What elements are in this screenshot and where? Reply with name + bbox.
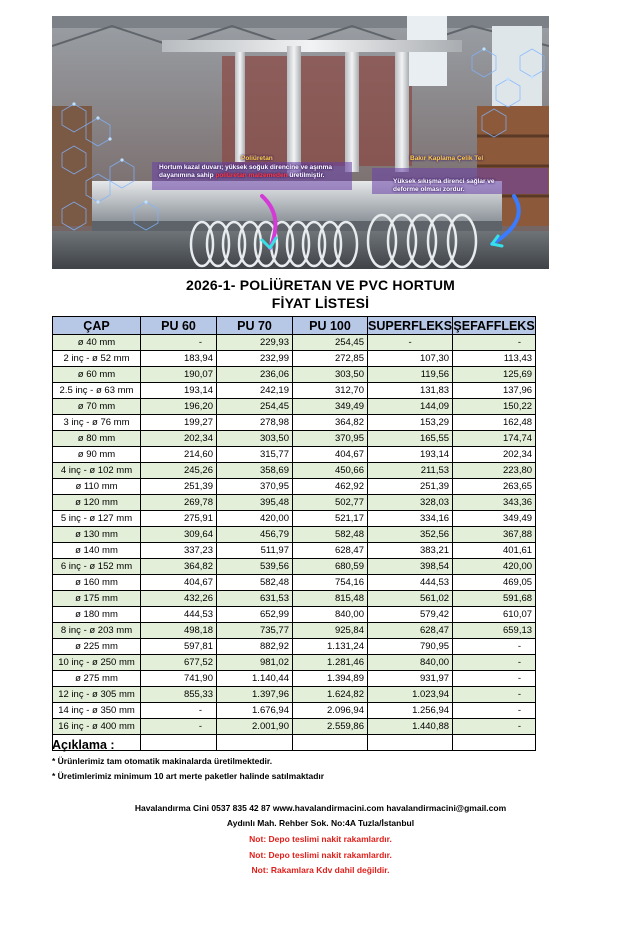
cell-seffaffleks: 469,05 [453, 575, 536, 591]
table-row [53, 383, 536, 399]
cell-pu100: 521,17 [293, 511, 368, 527]
cell-pu70: 254,45 [217, 399, 293, 415]
cell-cap: ø 140 mm [53, 543, 141, 559]
cell-cap: ø 80 mm [53, 431, 141, 447]
cell-pu70: 420,00 [217, 511, 293, 527]
table-row [53, 607, 536, 623]
cell-cap: 3 inç - ø 76 mm [53, 415, 141, 431]
cell-pu100: 404,67 [293, 447, 368, 463]
cell-seffaffleks: - [453, 335, 536, 351]
cell-pu100: 462,92 [293, 479, 368, 495]
header-pu100: PU 100 [293, 317, 368, 335]
cell-pu70: 358,69 [217, 463, 293, 479]
banner-label-steel-wire-text: Yüksek sıkışma direnci sağlar ve deforme olması zordur. [393, 178, 495, 193]
price-table [52, 316, 536, 751]
cell-pu60: 597,81 [141, 639, 217, 655]
cell-seffaffleks: 137,96 [453, 383, 536, 399]
table-row [53, 367, 536, 383]
table-row [53, 735, 536, 751]
cell-superfleks: 383,21 [368, 543, 453, 559]
table-row [53, 559, 536, 575]
cell-pu70: 456,79 [217, 527, 293, 543]
cell-superfleks: 444,53 [368, 575, 453, 591]
cell-pu100: 254,45 [293, 335, 368, 351]
table-row [53, 479, 536, 495]
cell-pu70: 315,77 [217, 447, 293, 463]
cell-pu60: 245,26 [141, 463, 217, 479]
cell-pu70: 229,93 [217, 335, 293, 351]
cell-pu100: 925,84 [293, 623, 368, 639]
cell-cap: 2.5 inç - ø 63 mm [53, 383, 141, 399]
cell-cap: ø 130 mm [53, 527, 141, 543]
cell-superfleks: 398,54 [368, 559, 453, 575]
cell-pu60: 193,14 [141, 383, 217, 399]
cell-cap: ø 70 mm [53, 399, 141, 415]
cell-pu60: 498,18 [141, 623, 217, 639]
cell-superfleks: 561,02 [368, 591, 453, 607]
cell-cap: 4 inç - ø 102 mm [53, 463, 141, 479]
page-subtitle: FİYAT LİSTESİ [271, 295, 370, 311]
table-row [53, 687, 536, 703]
address-line: Aydınlı Mah. Rehber Sok. No:4A Tuzla/İstanbul [226, 818, 415, 828]
table-row [53, 351, 536, 367]
cell-seffaffleks: 343,36 [453, 495, 536, 511]
cell-pu60: 196,20 [141, 399, 217, 415]
cell-cap: ø 90 mm [53, 447, 141, 463]
table-row [53, 639, 536, 655]
cell-pu100: 680,59 [293, 559, 368, 575]
cell-seffaffleks: 113,43 [453, 351, 536, 367]
table-row [53, 719, 536, 735]
table-row [53, 399, 536, 415]
cell-pu70: 395,48 [217, 495, 293, 511]
banner-label-polyurethane-text-b: poliüretan malzemeden [215, 172, 288, 179]
cell-superfleks: 628,47 [368, 623, 453, 639]
cell-pu60: 190,07 [141, 367, 217, 383]
cell-pu70: 652,99 [217, 607, 293, 623]
cell-cap: ø 225 mm [53, 639, 141, 655]
cell-pu70 [217, 735, 293, 751]
cell-pu60: 183,94 [141, 351, 217, 367]
cell-seffaffleks: - [453, 687, 536, 703]
cell-pu100: 582,48 [293, 527, 368, 543]
banner-label-polyurethane-text [159, 164, 349, 180]
cell-pu70: 1.140,44 [217, 671, 293, 687]
note-item: * Ürünlerimiz tam otomatik makinalarda üretilmektedir. [52, 756, 273, 766]
table-row [53, 463, 536, 479]
cell-pu70: 278,98 [217, 415, 293, 431]
table-row [53, 511, 536, 527]
cell-pu70: 370,95 [217, 479, 293, 495]
cell-superfleks: 1.023,94 [368, 687, 453, 703]
footer-note: Not: Depo teslimi nakit rakamlardır. [249, 834, 392, 844]
header-cap: ÇAP [53, 317, 141, 335]
cell-cap: ø 60 mm [53, 367, 141, 383]
cell-seffaffleks: 162,48 [453, 415, 536, 431]
cell-pu60: - [141, 335, 217, 351]
cell-pu100: 1.131,24 [293, 639, 368, 655]
cell-superfleks: 211,53 [368, 463, 453, 479]
cell-pu100 [293, 735, 368, 751]
cell-pu60: - [141, 719, 217, 735]
cell-pu60: 677,52 [141, 655, 217, 671]
cell-seffaffleks: 401,61 [453, 543, 536, 559]
cell-pu60: 202,34 [141, 431, 217, 447]
cell-cap: 10 inç - ø 250 mm [53, 655, 141, 671]
note-item: * Üretimlerimiz minimum 10 art merte paketler halinde satılmaktadır [52, 771, 325, 781]
cell-pu70: 511,97 [217, 543, 293, 559]
cell-pu100: 303,50 [293, 367, 368, 383]
cell-pu100: 628,47 [293, 543, 368, 559]
cell-seffaffleks: 610,07 [453, 607, 536, 623]
cell-superfleks: 840,00 [368, 655, 453, 671]
cell-pu60: 444,53 [141, 607, 217, 623]
table-row [53, 431, 536, 447]
cell-superfleks [368, 735, 453, 751]
cell-pu70: 882,92 [217, 639, 293, 655]
notes-heading: Açıklama : [52, 738, 115, 752]
cell-cap: 16 inç - ø 400 mm [53, 719, 141, 735]
cell-seffaffleks: 202,34 [453, 447, 536, 463]
cell-pu70: 1.397,96 [217, 687, 293, 703]
footer-note: Not: Depo teslimi nakit rakamlardır. [249, 850, 392, 860]
cell-cap: ø 275 mm [53, 671, 141, 687]
cell-pu100: 370,95 [293, 431, 368, 447]
cell-superfleks: 251,39 [368, 479, 453, 495]
banner-label-polyurethane-title: Poliüretan [241, 155, 273, 162]
cell-pu60: 337,23 [141, 543, 217, 559]
footer-note: Not: Rakamlara Kdv dahil değildir. [251, 865, 390, 875]
cell-superfleks: 165,55 [368, 431, 453, 447]
cell-pu60: 404,67 [141, 575, 217, 591]
table-header-row [53, 317, 536, 335]
contact-line: Havalandırma Cini 0537 835 42 87 www.havalandirmacini.com havalandirmacini@gmail.com [134, 803, 507, 813]
cell-cap: ø 110 mm [53, 479, 141, 495]
cell-pu60: 275,91 [141, 511, 217, 527]
cell-superfleks: 1.256,94 [368, 703, 453, 719]
cell-pu70: 631,53 [217, 591, 293, 607]
cell-pu100: 349,49 [293, 399, 368, 415]
cell-seffaffleks [453, 735, 536, 751]
header-pu60: PU 60 [141, 317, 217, 335]
cell-superfleks: 193,14 [368, 447, 453, 463]
banner-label-polyurethane-text-c: üretilmiştir. [287, 172, 325, 179]
cell-superfleks: 131,83 [368, 383, 453, 399]
cell-pu100: 2.096,94 [293, 703, 368, 719]
cell-pu60: - [141, 703, 217, 719]
cell-seffaffleks: 420,00 [453, 559, 536, 575]
cell-superfleks: 931,97 [368, 671, 453, 687]
cell-pu70: 981,02 [217, 655, 293, 671]
cell-pu70: 539,56 [217, 559, 293, 575]
table-row [53, 495, 536, 511]
cell-cap: 6 inç - ø 152 mm [53, 559, 141, 575]
cell-pu70: 582,48 [217, 575, 293, 591]
banner-label-steel-wire-title: Bakır Kaplama Çelik Tel [410, 155, 484, 162]
cell-pu100: 364,82 [293, 415, 368, 431]
table-row [53, 575, 536, 591]
cell-superfleks: 119,56 [368, 367, 453, 383]
cell-seffaffleks: 349,49 [453, 511, 536, 527]
cell-seffaffleks: - [453, 639, 536, 655]
cell-superfleks: 790,95 [368, 639, 453, 655]
cell-cap: 14 inç - ø 350 mm [53, 703, 141, 719]
cell-pu100: 502,77 [293, 495, 368, 511]
table-row [53, 335, 536, 351]
cell-seffaffleks: 174,74 [453, 431, 536, 447]
cell-seffaffleks: 591,68 [453, 591, 536, 607]
cell-superfleks: 144,09 [368, 399, 453, 415]
table-row [53, 623, 536, 639]
cell-pu60: 199,27 [141, 415, 217, 431]
table-row [53, 655, 536, 671]
cell-superfleks: 107,30 [368, 351, 453, 367]
table-row [53, 591, 536, 607]
cell-pu60: 309,64 [141, 527, 217, 543]
cell-pu100: 2.559,86 [293, 719, 368, 735]
cell-pu70: 236,06 [217, 367, 293, 383]
cell-pu100: 754,16 [293, 575, 368, 591]
cell-cap: ø 40 mm [53, 335, 141, 351]
cell-pu60: 855,33 [141, 687, 217, 703]
cell-pu100: 1.624,82 [293, 687, 368, 703]
cell-seffaffleks: - [453, 703, 536, 719]
cell-superfleks: 1.440,88 [368, 719, 453, 735]
cell-superfleks: 153,29 [368, 415, 453, 431]
cell-pu60: 432,26 [141, 591, 217, 607]
cell-pu60: 741,90 [141, 671, 217, 687]
cell-seffaffleks: 150,22 [453, 399, 536, 415]
cell-pu70: 1.676,94 [217, 703, 293, 719]
cell-superfleks: - [368, 335, 453, 351]
cell-pu60: 364,82 [141, 559, 217, 575]
table-row [53, 671, 536, 687]
cell-seffaffleks: 125,69 [453, 367, 536, 383]
cell-cap: 5 inç - ø 127 mm [53, 511, 141, 527]
cell-cap: ø 175 mm [53, 591, 141, 607]
cell-pu100: 1.394,89 [293, 671, 368, 687]
table-row [53, 703, 536, 719]
cell-seffaffleks: - [453, 719, 536, 735]
cell-cap: 2 inç - ø 52 mm [53, 351, 141, 367]
cell-seffaffleks: 367,88 [453, 527, 536, 543]
cell-seffaffleks: 659,13 [453, 623, 536, 639]
cell-pu70: 735,77 [217, 623, 293, 639]
cell-cap: 8 inç - ø 203 mm [53, 623, 141, 639]
cell-pu100: 815,48 [293, 591, 368, 607]
cell-pu70: 2.001,90 [217, 719, 293, 735]
cell-superfleks: 579,42 [368, 607, 453, 623]
cell-cap: 12 inç - ø 305 mm [53, 687, 141, 703]
cell-cap: ø 180 mm [53, 607, 141, 623]
header-seffaffleks: ŞEFAFFLEKS [453, 318, 535, 333]
product-photo [52, 16, 549, 269]
cell-seffaffleks: 223,80 [453, 463, 536, 479]
cell-pu100: 450,66 [293, 463, 368, 479]
cell-superfleks: 334,16 [368, 511, 453, 527]
cell-pu100: 1.281,46 [293, 655, 368, 671]
cell-seffaffleks: - [453, 655, 536, 671]
table-row [53, 415, 536, 431]
cell-pu60: 251,39 [141, 479, 217, 495]
cell-pu60 [141, 735, 217, 751]
cell-cap: ø 160 mm [53, 575, 141, 591]
cell-pu70: 232,99 [217, 351, 293, 367]
table-row [53, 447, 536, 463]
cell-pu60: 214,60 [141, 447, 217, 463]
table-row [53, 527, 536, 543]
cell-pu100: 272,85 [293, 351, 368, 367]
header-superfleks: SUPERFLEKS [368, 318, 453, 333]
page-title: 2026-1- POLİÜRETAN VE PVC HORTUM [185, 277, 456, 293]
header-pu70: PU 70 [217, 317, 293, 335]
cell-superfleks: 328,03 [368, 495, 453, 511]
price-table-body [53, 335, 536, 751]
cell-pu100: 312,70 [293, 383, 368, 399]
banner-label-polyurethane-text-a: Hortum kazal duvarı; yüksek soğuk direncine ve aşınma dayanımına sahip [159, 164, 333, 179]
factory-hose-illustration [52, 16, 549, 269]
cell-pu60: 269,78 [141, 495, 217, 511]
table-row [53, 543, 536, 559]
cell-pu70: 242,19 [217, 383, 293, 399]
cell-pu100: 840,00 [293, 607, 368, 623]
cell-seffaffleks: - [453, 671, 536, 687]
cell-seffaffleks: 263,65 [453, 479, 536, 495]
cell-cap: ø 120 mm [53, 495, 141, 511]
cell-pu70: 303,50 [217, 431, 293, 447]
cell-superfleks: 352,56 [368, 527, 453, 543]
